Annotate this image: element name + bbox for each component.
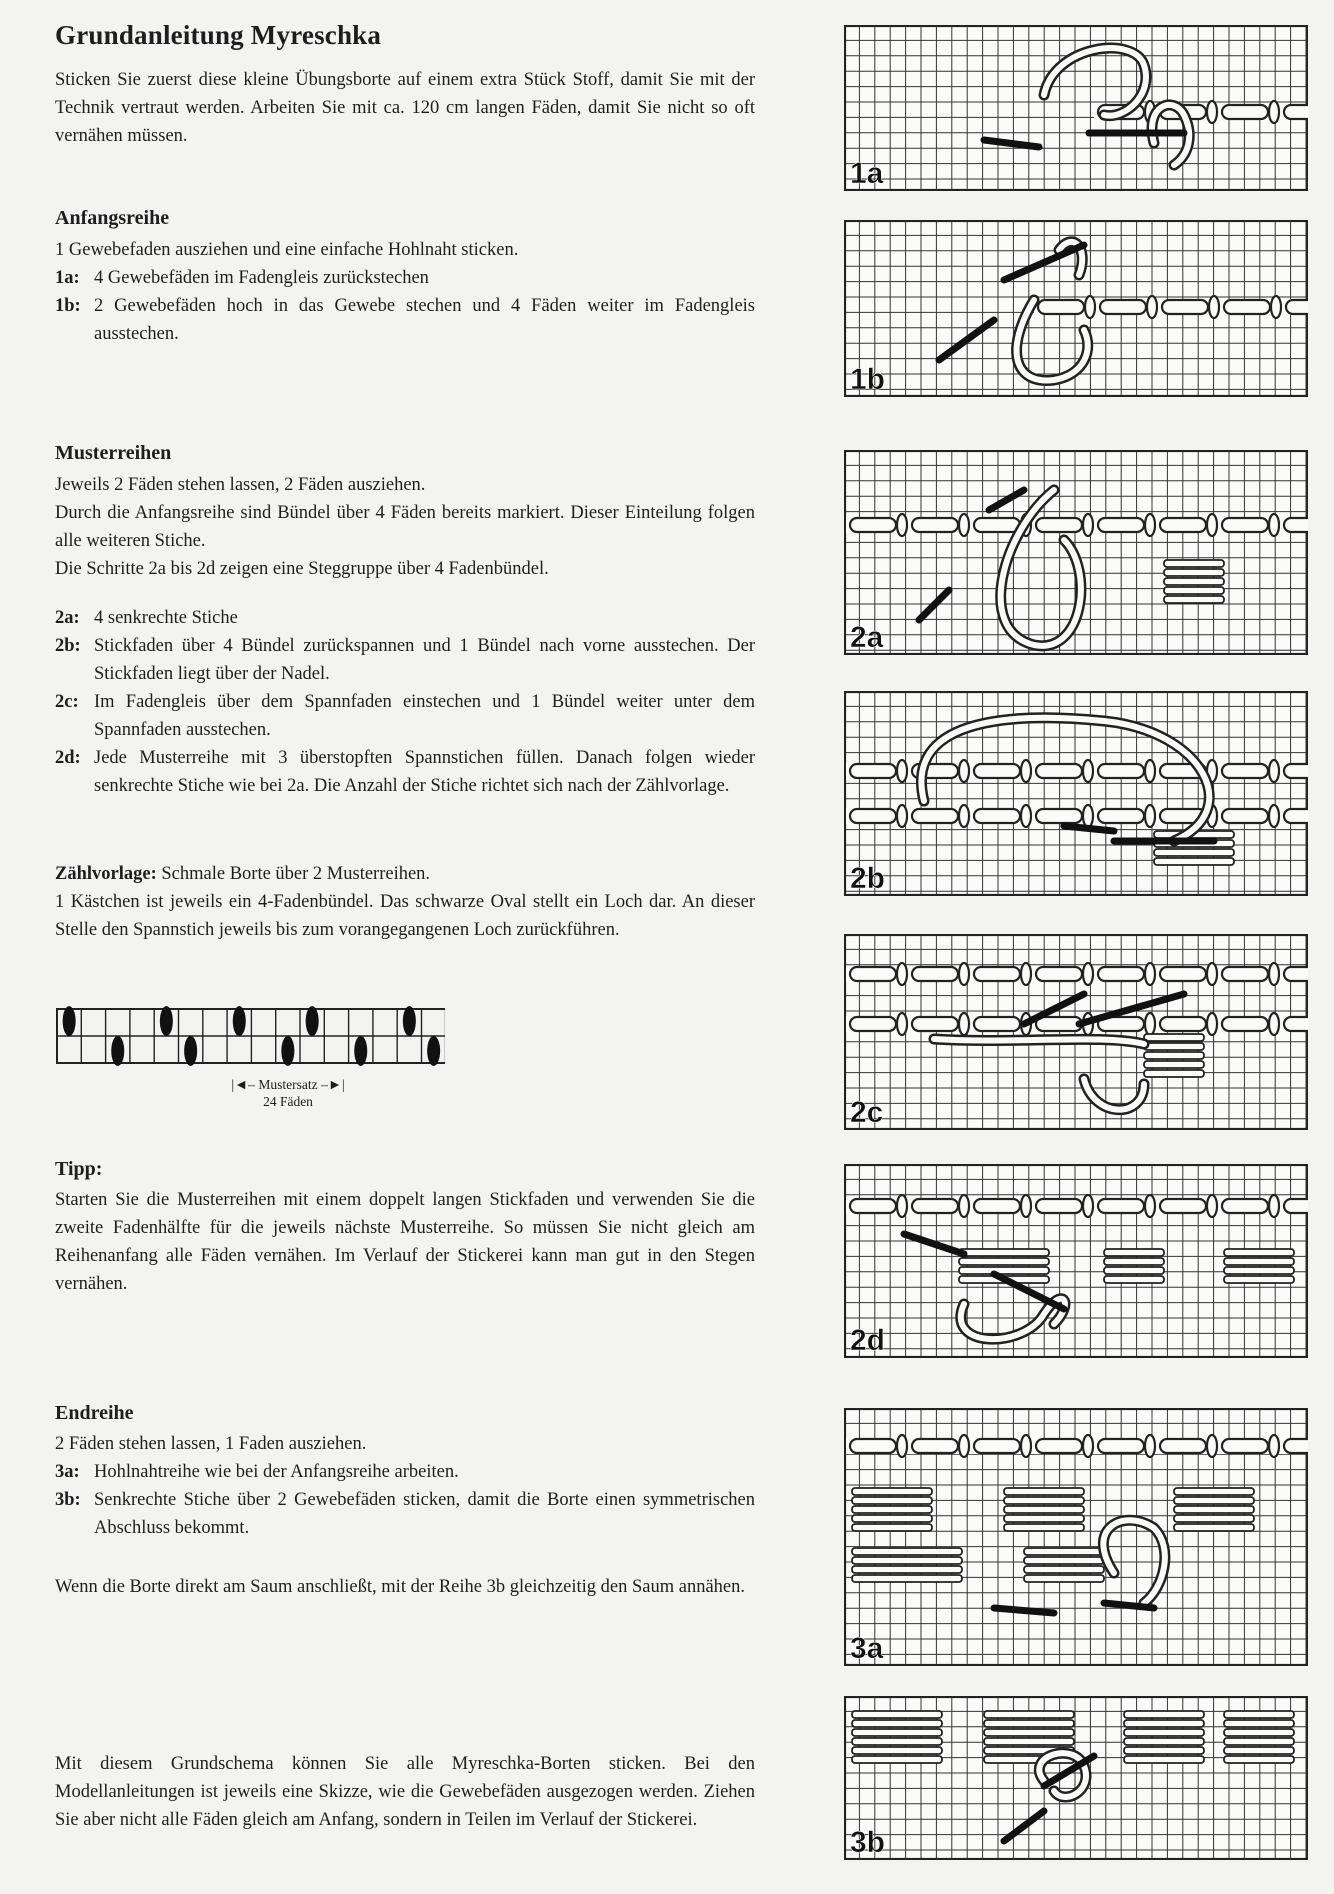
mustersatz-label: Mustersatz bbox=[258, 1077, 318, 1092]
step-label: 3b: bbox=[55, 1490, 81, 1510]
arrow-right-icon: –►| bbox=[320, 1078, 345, 1093]
thread-bundle bbox=[1036, 764, 1082, 778]
satin-stitch bbox=[1104, 1249, 1164, 1256]
thread-bundle bbox=[1098, 967, 1144, 981]
step-text: 2 Gewebefäden hoch in das Gewebe stechen und 4 Fäden weiter im Fadengleis ausstechen. bbox=[94, 296, 755, 344]
thread-bundle bbox=[1100, 300, 1146, 314]
stitch-hole bbox=[1145, 805, 1155, 827]
thread-bundle bbox=[912, 1439, 958, 1453]
zaehlvorlage-description: 1 Kästchen ist jeweils ein 4-Fadenbündel. Das schwarze Oval stellt ein Loch dar. An dieser Stelle den Spannstich jeweils bis zum vorangegangenen Loch zurückführen. bbox=[55, 892, 755, 940]
step-label: 1b: bbox=[55, 296, 81, 316]
needle-icon bbox=[1064, 826, 1114, 831]
thread-bundle bbox=[850, 1199, 896, 1213]
musterreihen-heading: Musterreihen bbox=[55, 442, 172, 464]
stitch-diagram bbox=[844, 1408, 1308, 1666]
satin-stitch bbox=[1144, 1061, 1204, 1068]
mustersatz-annotation bbox=[183, 1077, 393, 1110]
hole-bottom bbox=[111, 1036, 124, 1066]
tipp-heading: Tipp: bbox=[55, 1158, 103, 1180]
stitch-hole bbox=[1083, 1195, 1093, 1217]
stitch-hole bbox=[1145, 1435, 1155, 1457]
satin-stitch bbox=[1024, 1566, 1104, 1573]
step-2b bbox=[55, 632, 755, 688]
step-text: Im Fadengleis über dem Spannfaden einstechen und 1 Bündel weiter unter dem Spannfaden ausstechen. bbox=[94, 692, 755, 740]
satin-stitch bbox=[984, 1720, 1074, 1727]
step-text: Stickfaden über 4 Bündel zurückspannen und 1 Bündel nach vorne ausstechen. Der Stickfaden liegt über der Nadel. bbox=[94, 636, 755, 684]
figure-2b bbox=[844, 691, 1308, 896]
stitch-hole bbox=[1207, 963, 1217, 985]
stitch-hole bbox=[1145, 963, 1155, 985]
thread-bundle bbox=[1160, 967, 1206, 981]
stitch-hole bbox=[1083, 514, 1093, 536]
stitch-hole bbox=[1145, 1195, 1155, 1217]
stitch-hole bbox=[897, 760, 907, 782]
step-label: 2a: bbox=[55, 608, 80, 628]
satin-stitch bbox=[1174, 1515, 1254, 1522]
thread-bundle bbox=[912, 1199, 958, 1213]
thread-bundle bbox=[1222, 1439, 1268, 1453]
stitch-hole bbox=[1269, 760, 1279, 782]
step-2c bbox=[55, 688, 755, 744]
thread-bundle bbox=[850, 764, 896, 778]
thread-bundle bbox=[850, 1017, 896, 1031]
satin-stitch bbox=[1224, 1258, 1294, 1265]
figure-label: 2b bbox=[850, 862, 886, 895]
satin-stitch bbox=[852, 1747, 942, 1754]
figure-1b bbox=[844, 220, 1308, 397]
thread-bundle bbox=[912, 809, 958, 823]
thread-bundle bbox=[1098, 1439, 1144, 1453]
stitch-hole bbox=[959, 1013, 969, 1035]
stitch-hole bbox=[897, 1013, 907, 1035]
satin-stitch bbox=[1224, 1729, 1294, 1736]
hole-top bbox=[306, 1006, 319, 1036]
satin-stitch bbox=[1164, 596, 1224, 603]
stitch-hole bbox=[897, 1195, 907, 1217]
thread-bundle bbox=[1284, 1439, 1308, 1453]
endreihe-text: 2 Fäden stehen lassen, 1 Faden ausziehen. bbox=[55, 1434, 367, 1454]
arrow-left-icon: |◄– bbox=[231, 1078, 255, 1093]
satin-stitch bbox=[1164, 578, 1224, 585]
satin-stitch bbox=[1104, 1276, 1164, 1283]
step-text: Jede Musterreihe mit 3 überstopften Spannstichen füllen. Danach folgen wieder senkrechte Stiche wie bei 2a. Die Anzahl der Stiche richtet sich nach der Zählvorlage. bbox=[94, 748, 755, 796]
mustersatz-count: 24 Fäden bbox=[263, 1094, 313, 1109]
zaehlvorlage-text: Schmale Borte über 2 Musterreihen. bbox=[161, 864, 431, 884]
stitch-diagram bbox=[844, 220, 1308, 397]
stitch-hole bbox=[1083, 805, 1093, 827]
thread-bundle bbox=[1160, 518, 1206, 532]
thread-bundle bbox=[1222, 518, 1268, 532]
thread-bundle bbox=[974, 1439, 1020, 1453]
thread-bundle bbox=[1284, 764, 1308, 778]
satin-stitch bbox=[1004, 1497, 1084, 1504]
satin-stitch bbox=[1024, 1557, 1104, 1564]
hole-top bbox=[63, 1006, 76, 1036]
intro-text: Sticken Sie zuerst diese kleine Übungsborte auf einem extra Stück Stoff, damit Sie mit der Technik vertraut werden. Arbeiten Sie mit ca. 120 cm langen Fäden, damit Sie nicht so oft vernähen müssen. bbox=[55, 70, 755, 146]
satin-stitch bbox=[1164, 569, 1224, 576]
thread-bundle bbox=[850, 967, 896, 981]
stitch-hole bbox=[959, 514, 969, 536]
satin-stitch bbox=[1004, 1524, 1084, 1531]
satin-stitch bbox=[852, 1738, 942, 1745]
figure-label: 1a bbox=[850, 157, 884, 190]
satin-stitch bbox=[1164, 587, 1224, 594]
stitch-hole bbox=[1207, 1013, 1217, 1035]
stitch-hole bbox=[1145, 514, 1155, 536]
anfangsreihe-heading: Anfangsreihe bbox=[55, 207, 170, 229]
satin-stitch bbox=[1174, 1506, 1254, 1513]
satin-stitch bbox=[852, 1756, 942, 1763]
thread-bundle bbox=[1222, 764, 1268, 778]
thread-bundle bbox=[912, 1017, 958, 1031]
stitch-hole bbox=[897, 514, 907, 536]
stitch-hole bbox=[959, 805, 969, 827]
satin-stitch bbox=[1144, 1052, 1204, 1059]
stitch-hole bbox=[1083, 1435, 1093, 1457]
satin-stitch bbox=[1174, 1488, 1254, 1495]
stitch-hole bbox=[959, 760, 969, 782]
stitch-hole bbox=[1021, 805, 1031, 827]
satin-stitch bbox=[959, 1258, 1049, 1265]
page-title: Grundanleitung Myreschka bbox=[55, 20, 382, 50]
satin-stitch bbox=[1104, 1258, 1164, 1265]
stitch-hole bbox=[959, 1195, 969, 1217]
tipp-text: Starten Sie die Musterreihen mit einem doppelt langen Stickfaden und verwenden Sie die zweite Fadenhälfte für die jeweils nächste Musterreihe. So müssen Sie nicht gleich am Reihenanfang alle Fäden vernähen. Im Verlauf der Stickerei kann man gut in den Stegen vernähen. bbox=[55, 1190, 755, 1294]
figure-3a bbox=[844, 1408, 1308, 1666]
thread-bundle bbox=[1098, 1199, 1144, 1213]
satin-stitch bbox=[1174, 1524, 1254, 1531]
stitch-hole bbox=[1269, 101, 1279, 123]
satin-stitch bbox=[852, 1497, 932, 1504]
stitch-hole bbox=[1209, 296, 1219, 318]
satin-stitch bbox=[1144, 1070, 1204, 1077]
musterreihen-text bbox=[55, 471, 755, 583]
satin-stitch bbox=[1154, 849, 1234, 856]
step-2a bbox=[55, 604, 755, 632]
thread-bundle bbox=[1036, 1439, 1082, 1453]
figure-label: 2a bbox=[850, 621, 884, 654]
figure-label: 3b bbox=[850, 1826, 886, 1859]
stitch-hole bbox=[1021, 963, 1031, 985]
stitch-hole bbox=[1269, 1435, 1279, 1457]
thread-bundle bbox=[1160, 1017, 1206, 1031]
thread-bundle bbox=[1284, 809, 1308, 823]
musterreihen-line: Durch die Anfangsreihe sind Bündel über 4 Fäden bereits markiert. Dieser Einteilung folgen alle weiteren Stiche. bbox=[55, 503, 755, 551]
stitch-hole bbox=[897, 805, 907, 827]
satin-stitch bbox=[852, 1566, 962, 1573]
thread-bundle bbox=[974, 764, 1020, 778]
hole-top bbox=[160, 1006, 173, 1036]
stitch-hole bbox=[1269, 963, 1279, 985]
satin-stitch bbox=[1024, 1575, 1104, 1582]
thread-bundle bbox=[1222, 1199, 1268, 1213]
step-text: 4 Gewebefäden im Fadengleis zurückstechen bbox=[94, 268, 429, 288]
stitch-diagram bbox=[844, 1164, 1308, 1358]
satin-stitch bbox=[852, 1524, 932, 1531]
satin-stitch bbox=[852, 1729, 942, 1736]
satin-stitch bbox=[852, 1711, 942, 1718]
satin-stitch bbox=[1174, 1497, 1254, 1504]
stitch-diagram bbox=[844, 25, 1308, 191]
stitch-diagram bbox=[844, 450, 1308, 655]
satin-stitch bbox=[1224, 1249, 1294, 1256]
satin-stitch bbox=[852, 1548, 962, 1555]
thread-bundle bbox=[1162, 300, 1208, 314]
satin-stitch bbox=[852, 1515, 932, 1522]
satin-stitch bbox=[959, 1249, 1049, 1256]
thread-bundle bbox=[974, 967, 1020, 981]
stitch-hole bbox=[1207, 1435, 1217, 1457]
thread-bundle bbox=[974, 518, 1020, 532]
figure-label: 2c bbox=[850, 1096, 884, 1129]
step-label: 1a: bbox=[55, 268, 80, 288]
satin-stitch bbox=[852, 1557, 962, 1564]
satin-stitch bbox=[1104, 1267, 1164, 1274]
satin-stitch bbox=[1124, 1720, 1204, 1727]
stitch-hole bbox=[1207, 101, 1217, 123]
thread-bundle bbox=[1222, 967, 1268, 981]
musterreihen-line: Die Schritte 2a bis 2d zeigen eine Steggruppe über 4 Fadenbündel. bbox=[55, 559, 549, 579]
satin-stitch bbox=[1124, 1738, 1204, 1745]
satin-stitch bbox=[1224, 1711, 1294, 1718]
stitch-hole bbox=[1085, 296, 1095, 318]
thread-bundle bbox=[1286, 300, 1308, 314]
stitch-hole bbox=[1021, 760, 1031, 782]
step-text: Senkrechte Stiche über 2 Gewebefäden sticken, damit die Borte einen symmetrischen Abschluss bekommt. bbox=[94, 1490, 755, 1538]
satin-stitch bbox=[1224, 1738, 1294, 1745]
thread-bundle bbox=[1284, 1199, 1308, 1213]
thread-bundle bbox=[1160, 1439, 1206, 1453]
hole-bottom bbox=[281, 1036, 294, 1066]
step-3a bbox=[55, 1458, 755, 1486]
figure-1a bbox=[844, 25, 1308, 191]
thread-bundle bbox=[1036, 809, 1082, 823]
stitch-hole bbox=[1269, 805, 1279, 827]
step-label: 3a: bbox=[55, 1462, 80, 1482]
satin-stitch bbox=[1154, 858, 1234, 865]
thread-bundle bbox=[1222, 1017, 1268, 1031]
hole-bottom bbox=[184, 1036, 197, 1066]
thread-bundle bbox=[850, 518, 896, 532]
figure-label: 2d bbox=[850, 1324, 886, 1357]
thread-bundle bbox=[1036, 518, 1082, 532]
stitch-diagram bbox=[844, 691, 1308, 896]
thread-bundle bbox=[1098, 809, 1144, 823]
stitch-hole bbox=[1207, 1195, 1217, 1217]
satin-stitch bbox=[984, 1738, 1074, 1745]
stitch-hole bbox=[1083, 760, 1093, 782]
satin-stitch bbox=[959, 1267, 1049, 1274]
stitch-diagram bbox=[844, 934, 1308, 1130]
step-text: Hohlnahtreihe wie bei der Anfangsreihe arbeiten. bbox=[94, 1462, 459, 1482]
hole-bottom bbox=[427, 1036, 440, 1066]
thread-bundle bbox=[1284, 518, 1308, 532]
thread-bundle bbox=[850, 1439, 896, 1453]
thread-bundle bbox=[974, 1199, 1020, 1213]
satin-stitch bbox=[1124, 1729, 1204, 1736]
satin-stitch bbox=[1004, 1515, 1084, 1522]
musterreihen-line: Jeweils 2 Fäden stehen lassen, 2 Fäden ausziehen. bbox=[55, 475, 426, 495]
satin-stitch bbox=[1144, 1034, 1204, 1041]
satin-stitch bbox=[852, 1506, 932, 1513]
thread-bundle bbox=[1036, 967, 1082, 981]
hole-top bbox=[233, 1006, 246, 1036]
stitch-hole bbox=[1269, 1195, 1279, 1217]
step-label: 2b: bbox=[55, 636, 81, 656]
stitch-hole bbox=[1145, 1013, 1155, 1035]
satin-stitch bbox=[1024, 1548, 1104, 1555]
endreihe-heading: Endreihe bbox=[55, 1402, 134, 1424]
thread-bundle bbox=[1098, 518, 1144, 532]
step-3b bbox=[55, 1486, 755, 1542]
step-label: 2c: bbox=[55, 692, 79, 712]
satin-stitch bbox=[852, 1488, 932, 1495]
satin-stitch bbox=[1004, 1506, 1084, 1513]
thread-bundle bbox=[1036, 1017, 1082, 1031]
satin-stitch bbox=[1224, 1756, 1294, 1763]
musterreihen-steps bbox=[55, 604, 755, 800]
satin-stitch bbox=[852, 1575, 962, 1582]
thread-bundle bbox=[1160, 1199, 1206, 1213]
stitch-hole bbox=[1083, 963, 1093, 985]
stitch-hole bbox=[1021, 1195, 1031, 1217]
satin-stitch bbox=[1224, 1720, 1294, 1727]
satin-stitch bbox=[1004, 1488, 1084, 1495]
zaehlvorlage-svg bbox=[55, 1005, 445, 1075]
stitch-hole bbox=[959, 963, 969, 985]
figure-3b bbox=[844, 1696, 1308, 1860]
satin-stitch bbox=[1124, 1756, 1204, 1763]
hole-top bbox=[403, 1006, 416, 1036]
zaehlvorlage-label: Zählvorlage: bbox=[55, 864, 157, 884]
satin-stitch bbox=[1224, 1267, 1294, 1274]
satin-stitch bbox=[1224, 1747, 1294, 1754]
step-label: 2d: bbox=[55, 748, 81, 768]
thread-bundle bbox=[1224, 300, 1270, 314]
thread-bundle bbox=[1036, 1199, 1082, 1213]
thread-bundle bbox=[1098, 764, 1144, 778]
stitch-hole bbox=[897, 1435, 907, 1457]
stitch-hole bbox=[1145, 760, 1155, 782]
anfangsreihe-steps bbox=[55, 264, 755, 348]
stitch-hole bbox=[897, 963, 907, 985]
stitch-hole bbox=[1207, 514, 1217, 536]
thread-bundle bbox=[1284, 1017, 1308, 1031]
thread-bundle bbox=[1222, 809, 1268, 823]
zaehlvorlage-intro bbox=[55, 860, 755, 888]
thread-bundle bbox=[850, 809, 896, 823]
satin-stitch bbox=[1144, 1043, 1204, 1050]
stitch-hole bbox=[1269, 514, 1279, 536]
figure-2c bbox=[844, 934, 1308, 1130]
satin-stitch bbox=[984, 1711, 1074, 1718]
thread-bundle bbox=[1284, 105, 1308, 119]
stitch-hole bbox=[1269, 1013, 1279, 1035]
satin-stitch bbox=[1124, 1747, 1204, 1754]
needle-icon bbox=[1104, 1603, 1154, 1608]
figure-label: 3a bbox=[850, 1632, 884, 1665]
stitch-diagram bbox=[844, 1696, 1308, 1860]
stitch-hole bbox=[959, 1435, 969, 1457]
figure-2a bbox=[844, 450, 1308, 655]
step-text: 4 senkrechte Stiche bbox=[94, 608, 238, 628]
anfangsreihe-text: 1 Gewebefaden ausziehen und eine einfache Hohlnaht sticken. bbox=[55, 240, 519, 260]
satin-stitch bbox=[1124, 1711, 1204, 1718]
thread-bundle bbox=[1038, 300, 1084, 314]
thread-bundle bbox=[1222, 105, 1268, 119]
thread-bundle bbox=[912, 967, 958, 981]
stitch-hole bbox=[1271, 296, 1281, 318]
satin-stitch bbox=[852, 1720, 942, 1727]
stitch-hole bbox=[1147, 296, 1157, 318]
figure-label: 1b bbox=[850, 363, 886, 396]
needle-icon bbox=[994, 1608, 1054, 1613]
step-2d bbox=[55, 744, 755, 800]
step-1a bbox=[55, 264, 755, 292]
step-1b bbox=[55, 292, 755, 348]
stitch-hole bbox=[1021, 1435, 1031, 1457]
satin-stitch bbox=[1164, 560, 1224, 567]
endreihe-steps bbox=[55, 1458, 755, 1542]
satin-stitch bbox=[984, 1729, 1074, 1736]
thread-bundle bbox=[974, 809, 1020, 823]
figure-2d bbox=[844, 1164, 1308, 1358]
endreihe-note: Wenn die Borte direkt am Saum anschließt, mit der Reihe 3b gleichzeitig den Saum annähen. bbox=[55, 1577, 746, 1597]
thread-bundle bbox=[974, 1017, 1020, 1031]
satin-stitch bbox=[1224, 1276, 1294, 1283]
hole-bottom bbox=[354, 1036, 367, 1066]
thread-bundle bbox=[912, 518, 958, 532]
thread-bundle bbox=[1284, 967, 1308, 981]
closing-text: Mit diesem Grundschema können Sie alle Myreschka-Borten sticken. Bei den Modellanleitungen ist jeweils eine Skizze, wie die Gewebefäden ausgezogen werden. Ziehen Sie aber nicht alle Fäden gleich am Anfang, sondern in Teilen im Verlauf der Stickerei. bbox=[55, 1754, 755, 1830]
